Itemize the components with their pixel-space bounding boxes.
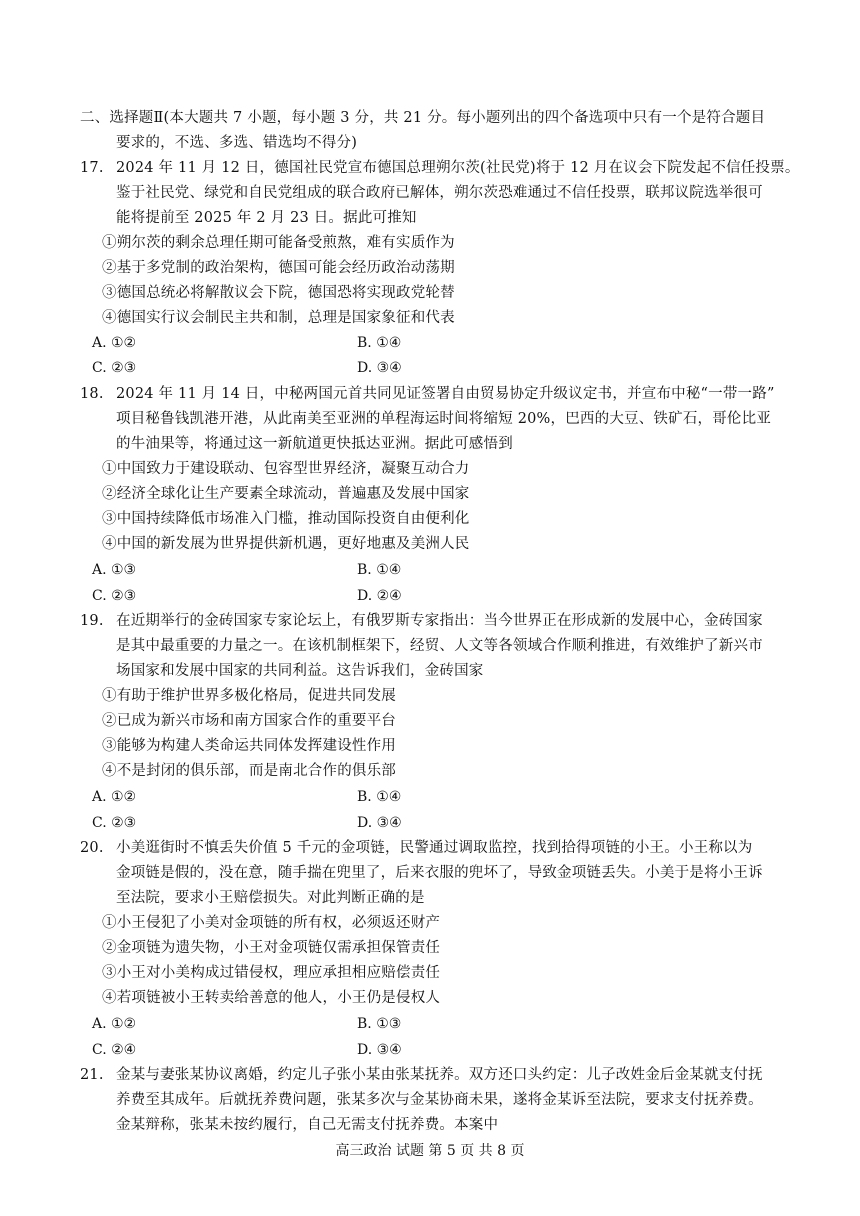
- question-stem-line: 金某与妻张某协议离婚，约定儿子张小某由张某抚养。双方还口头约定：儿子改姓金后金某就支付抚: [116, 1067, 763, 1083]
- statement: ④不是封闭的俱乐部，而是南北合作的俱乐部: [102, 763, 396, 779]
- question-number: 18.: [80, 386, 104, 402]
- question-number: 17.: [80, 160, 104, 176]
- statement: ③中国持续降低市场准入门槛，推动国际投资自由便利化: [102, 511, 470, 527]
- question-stem-line: 小美逛街时不慎丢失价值 5 千元的金项链，民警通过调取监控，找到拾得项链的小王。小王称以为: [116, 840, 753, 856]
- option-c: C. ②③: [92, 360, 137, 376]
- section-header-line-2: 要求的，不选、多选、错选均不得分): [116, 135, 358, 151]
- option-b: B. ①③: [357, 1016, 402, 1032]
- question-stem-line: 在近期举行的金砖国家专家论坛上，有俄罗斯专家指出：当今世界正在形成新的发展中心，金砖国家: [116, 613, 763, 629]
- option-c: C. ②④: [92, 1042, 137, 1058]
- question-stem-line: 项目秘鲁钱凯港开港，从此南美至亚洲的单程海运时间将缩短 20%，巴西的大豆、铁矿石，哥伦比亚: [116, 411, 772, 427]
- question-stem-line: 2024 年 11 月 12 日，德国社民党宣布德国总理朔尔茨(社民党)将于 12 月在议会下院发起不信任投票。: [116, 160, 800, 176]
- question-stem-line: 金某辩称，张某未按约履行，自己无需支付抚养费。本案中: [116, 1117, 499, 1133]
- question-stem-line: 的牛油果等，将通过这一新航道更快抵达亚洲。据此可感悟到: [116, 436, 513, 452]
- option-a: A. ①②: [92, 789, 137, 805]
- question-stem-line: 金项链是假的，没在意，随手揣在兜里了，后来衣服的兜坏了，导致金项链丢失。小美于是将小王诉: [116, 865, 763, 881]
- option-a: A. ①②: [92, 335, 137, 351]
- question-stem-line: 至法院，要求小王赔偿损失。对此判断正确的是: [116, 890, 425, 906]
- option-a: A. ①③: [92, 562, 137, 578]
- question-stem-line: 是其中最重要的力量之一。在该机制框架下，经贸、人文等各领域合作顺利推进，有效维护了新兴市: [116, 638, 763, 654]
- statement: ④若项链被小王转卖给善意的他人，小王仍是侵权人: [102, 990, 441, 1006]
- option-b: B. ①④: [357, 562, 402, 578]
- question-number: 21.: [80, 1067, 104, 1083]
- option-a: A. ①②: [92, 1016, 137, 1032]
- statement: ①朔尔茨的剩余总理任期可能备受煎熬，难有实质作为: [102, 235, 455, 251]
- question-stem-line: 2024 年 11 月 14 日，中秘两国元首共同见证签署自由贸易协定升级议定书，并宣布中秘“一带一路”: [116, 386, 775, 402]
- statement: ①有助于维护世界多极化格局，促进共同发展: [102, 688, 396, 704]
- question-stem-line: 能将提前至 2025 年 2 月 23 日。据此可推知: [116, 210, 417, 226]
- statement: ④中国的新发展为世界提供新机遇，更好地惠及美洲人民: [102, 536, 470, 552]
- statement: ②已成为新兴市场和南方国家合作的重要平台: [102, 713, 396, 729]
- statement: ①中国致力于建设联动、包容型世界经济，凝聚互动合力: [102, 461, 470, 477]
- page-footer: 高三政治 试题 第 5 页 共 8 页: [335, 1143, 525, 1159]
- section-header-line-1: 二、选择题Ⅱ(本大题共 7 小题，每小题 3 分，共 21 分。每小题列出的四个备选项中只有一个是符合题目: [80, 110, 766, 126]
- statement: ①小王侵犯了小美对金项链的所有权，必须返还财产: [102, 915, 441, 931]
- option-c: C. ②③: [92, 815, 137, 831]
- question-stem-line: 养费至其成年。后就抚养费问题，张某多次与金某协商未果，遂将金某诉至法院，要求支付抚养费。: [116, 1092, 763, 1108]
- statement: ②经济全球化让生产要素全球流动，普遍惠及发展中国家: [102, 486, 470, 502]
- statement: ③德国总统必将解散议会下院，德国恐将实现政党轮替: [102, 285, 455, 301]
- option-b: B. ①④: [357, 335, 402, 351]
- option-b: B. ①④: [357, 789, 402, 805]
- statement: ②基于多党制的政治架构，德国可能会经历政治动荡期: [102, 260, 455, 276]
- statement: ③小王对小美构成过错侵权，理应承担相应赔偿责任: [102, 965, 441, 981]
- question-stem-line: 场国家和发展中国家的共同利益。这告诉我们，金砖国家: [116, 663, 484, 679]
- question-stem-line: 鉴于社民党、绿党和自民党组成的联合政府已解体，朔尔茨恐难通过不信任投票，联邦议院选举很可: [116, 185, 763, 201]
- question-number: 20.: [80, 840, 104, 856]
- statement: ④德国实行议会制民主共和制，总理是国家象征和代表: [102, 310, 455, 326]
- question-number: 19.: [80, 613, 104, 629]
- option-d: D. ②④: [357, 588, 402, 604]
- option-d: D. ③④: [357, 360, 402, 376]
- statement: ②金项链为遗失物，小王对金项链仅需承担保管责任: [102, 940, 441, 956]
- option-d: D. ③④: [357, 1042, 402, 1058]
- option-d: D. ③④: [357, 815, 402, 831]
- statement: ③能够为构建人类命运共同体发挥建设性作用: [102, 738, 396, 754]
- option-c: C. ②③: [92, 588, 137, 604]
